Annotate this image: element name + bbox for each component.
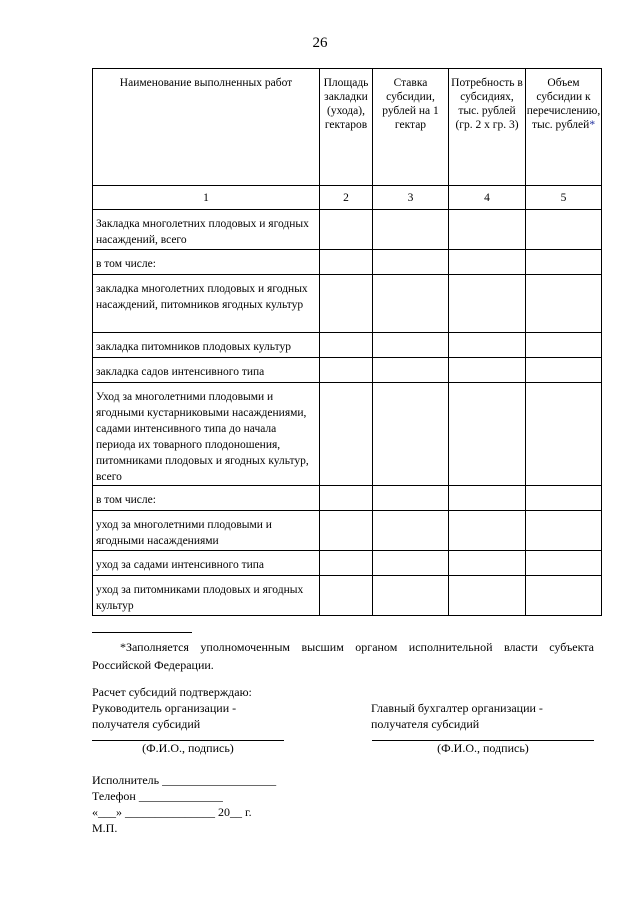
empty-cell bbox=[449, 333, 526, 358]
table-row bbox=[93, 358, 602, 383]
empty-cell bbox=[526, 511, 602, 551]
executor-block bbox=[92, 772, 276, 836]
column-number: 5 bbox=[526, 186, 602, 210]
date-line: «___» _______________ 20__ г. bbox=[92, 805, 252, 819]
empty-cell bbox=[320, 486, 373, 511]
head-signature-caption: (Ф.И.О., подпись) bbox=[142, 741, 234, 755]
footnote-star: * bbox=[589, 119, 596, 131]
empty-cell bbox=[526, 275, 602, 333]
head-signer-block bbox=[92, 700, 236, 732]
row-label: закладка садов интенсивного типа bbox=[93, 358, 320, 383]
row-label: уход за многолетними плодовыми и ягодными насаждениями bbox=[93, 511, 320, 551]
empty-cell bbox=[526, 210, 602, 250]
empty-cell bbox=[449, 275, 526, 333]
accountant-signer-subtitle: получателя субсидий bbox=[371, 717, 480, 731]
row-label: в том числе: bbox=[93, 486, 320, 511]
empty-cell bbox=[373, 275, 449, 333]
header-volume bbox=[526, 69, 602, 186]
empty-cell bbox=[320, 210, 373, 250]
empty-cell bbox=[320, 333, 373, 358]
accountant-signer-block bbox=[371, 700, 543, 732]
head-signer-title: Руководитель организации - bbox=[92, 701, 237, 715]
empty-cell bbox=[449, 511, 526, 551]
table-row bbox=[93, 551, 602, 576]
empty-cell bbox=[526, 250, 602, 275]
header-volume-text: Объем субсидии к перечислению, тыс. рублей bbox=[526, 77, 601, 131]
empty-cell bbox=[373, 383, 449, 486]
empty-cell bbox=[320, 511, 373, 551]
empty-cell bbox=[526, 383, 602, 486]
empty-cell bbox=[320, 551, 373, 576]
row-label: Уход за многолетними плодовыми и ягодными кустарниковыми насаждениями, садами интенсивного типа до начала периода их товарного плодоношения, питомниками плодовых и ягодных культур, всего bbox=[93, 383, 320, 486]
footnote-divider bbox=[92, 632, 192, 633]
row-label: уход за садами интенсивного типа bbox=[93, 551, 320, 576]
table-row bbox=[93, 210, 602, 250]
header-area: Площадь закладки (ухода), гектаров bbox=[320, 69, 373, 186]
table-row bbox=[93, 275, 602, 333]
subsidy-table bbox=[92, 68, 602, 616]
row-label: закладка многолетних плодовых и ягодных насаждений, питомников ягодных культур bbox=[93, 275, 320, 333]
empty-cell bbox=[320, 383, 373, 486]
empty-cell bbox=[373, 511, 449, 551]
empty-cell bbox=[373, 210, 449, 250]
table-row bbox=[93, 250, 602, 275]
empty-cell bbox=[526, 358, 602, 383]
row-label: уход за питомниками плодовых и ягодных культур bbox=[93, 576, 320, 616]
empty-cell bbox=[526, 486, 602, 511]
header-need: Потребность в субсидиях, тыс. рублей (гр. 2 х гр. 3) bbox=[449, 69, 526, 186]
empty-cell bbox=[526, 333, 602, 358]
empty-cell bbox=[373, 358, 449, 383]
page-number: 26 bbox=[312, 35, 328, 51]
empty-cell bbox=[373, 333, 449, 358]
table-row bbox=[93, 486, 602, 511]
row-label: закладка питомников плодовых культур bbox=[93, 333, 320, 358]
table-header-row bbox=[93, 69, 602, 186]
header-rate: Ставка субсидии, рублей на 1 гектар bbox=[373, 69, 449, 186]
empty-cell bbox=[373, 250, 449, 275]
empty-cell bbox=[373, 486, 449, 511]
empty-cell bbox=[373, 551, 449, 576]
head-signer-subtitle: получателя субсидий bbox=[92, 717, 201, 731]
column-number-row bbox=[93, 186, 602, 210]
column-number: 4 bbox=[449, 186, 526, 210]
row-label: в том числе: bbox=[93, 250, 320, 275]
empty-cell bbox=[449, 576, 526, 616]
empty-cell bbox=[449, 358, 526, 383]
empty-cell bbox=[373, 576, 449, 616]
column-number: 1 bbox=[93, 186, 320, 210]
empty-cell bbox=[449, 383, 526, 486]
empty-cell bbox=[449, 210, 526, 250]
empty-cell bbox=[526, 576, 602, 616]
header-work-name: Наименование выполненных работ bbox=[93, 69, 320, 186]
column-number: 3 bbox=[373, 186, 449, 210]
phone-line: Телефон ______________ bbox=[92, 789, 223, 803]
footnote-text: *Заполняется уполномоченным высшим органом исполнительной власти субъекта Российской Федерации. bbox=[92, 640, 594, 672]
confirm-heading: Расчет субсидий подтверждаю: bbox=[92, 685, 252, 699]
empty-cell bbox=[320, 275, 373, 333]
empty-cell bbox=[449, 486, 526, 511]
empty-cell bbox=[320, 576, 373, 616]
stamp-placeholder: М.П. bbox=[92, 821, 118, 835]
empty-cell bbox=[320, 358, 373, 383]
column-number: 2 bbox=[320, 186, 373, 210]
row-label: Закладка многолетних плодовых и ягодных насаждений, всего bbox=[93, 210, 320, 250]
empty-cell bbox=[449, 250, 526, 275]
empty-cell bbox=[320, 250, 373, 275]
empty-cell bbox=[526, 551, 602, 576]
table-row bbox=[93, 576, 602, 616]
table-row bbox=[93, 383, 602, 486]
empty-cell bbox=[449, 551, 526, 576]
table-row bbox=[93, 511, 602, 551]
accountant-signer-title: Главный бухгалтер организации - bbox=[371, 701, 543, 715]
executor-line: Исполнитель ___________________ bbox=[92, 773, 277, 787]
accountant-signature-caption: (Ф.И.О., подпись) bbox=[437, 741, 529, 755]
table-row bbox=[93, 333, 602, 358]
